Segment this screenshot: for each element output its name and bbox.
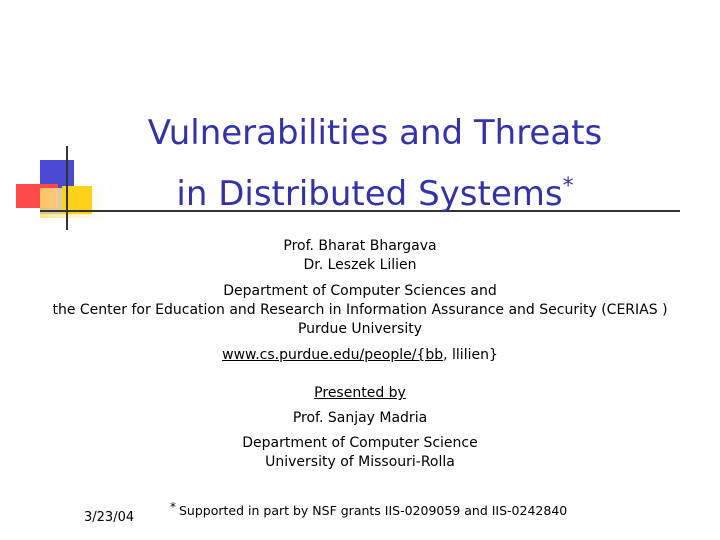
title-line-1: Vulnerabilities and Threats	[147, 113, 603, 153]
vertical-rule	[66, 146, 68, 230]
authors	[0, 237, 720, 275]
presented-by-label: Presented by	[314, 385, 406, 401]
author-1: Prof. Bharat Bhargava	[283, 238, 437, 254]
affiliation-line-3: Purdue University	[297, 321, 423, 337]
url-line	[0, 346, 720, 365]
footnote	[170, 500, 567, 518]
footnote-marker: *	[170, 500, 176, 514]
url-rest: , llilien}	[443, 347, 498, 363]
presenter-name: Prof. Sanjay Madria	[292, 410, 428, 426]
slide-title	[110, 106, 640, 221]
affiliation-line-2: the Center for Education and Research in Information Assurance and Security (CERIAS )	[52, 302, 668, 318]
slide-date: 3/23/04	[84, 510, 135, 525]
title-marker: *	[562, 174, 574, 199]
presenter-dept-line-2: University of Missouri-Rolla	[265, 454, 455, 470]
title-line-2	[110, 160, 640, 221]
affiliation	[0, 282, 720, 339]
title-line-2-text: in Distributed Systems	[176, 174, 563, 214]
people-link[interactable]: www.cs.purdue.edu/people/{bb	[222, 347, 444, 363]
presenter-dept-line-1: Department of Computer Science	[242, 435, 478, 451]
footnote-text: Supported in part by NSF grants IIS-0209059 and IIS-0242840	[179, 503, 568, 518]
author-2: Dr. Leszek Lilien	[303, 257, 417, 273]
presented-by	[0, 384, 720, 403]
presenter-affiliation	[0, 434, 720, 472]
affiliation-line-1: Department of Computer Sciences and	[223, 283, 497, 299]
